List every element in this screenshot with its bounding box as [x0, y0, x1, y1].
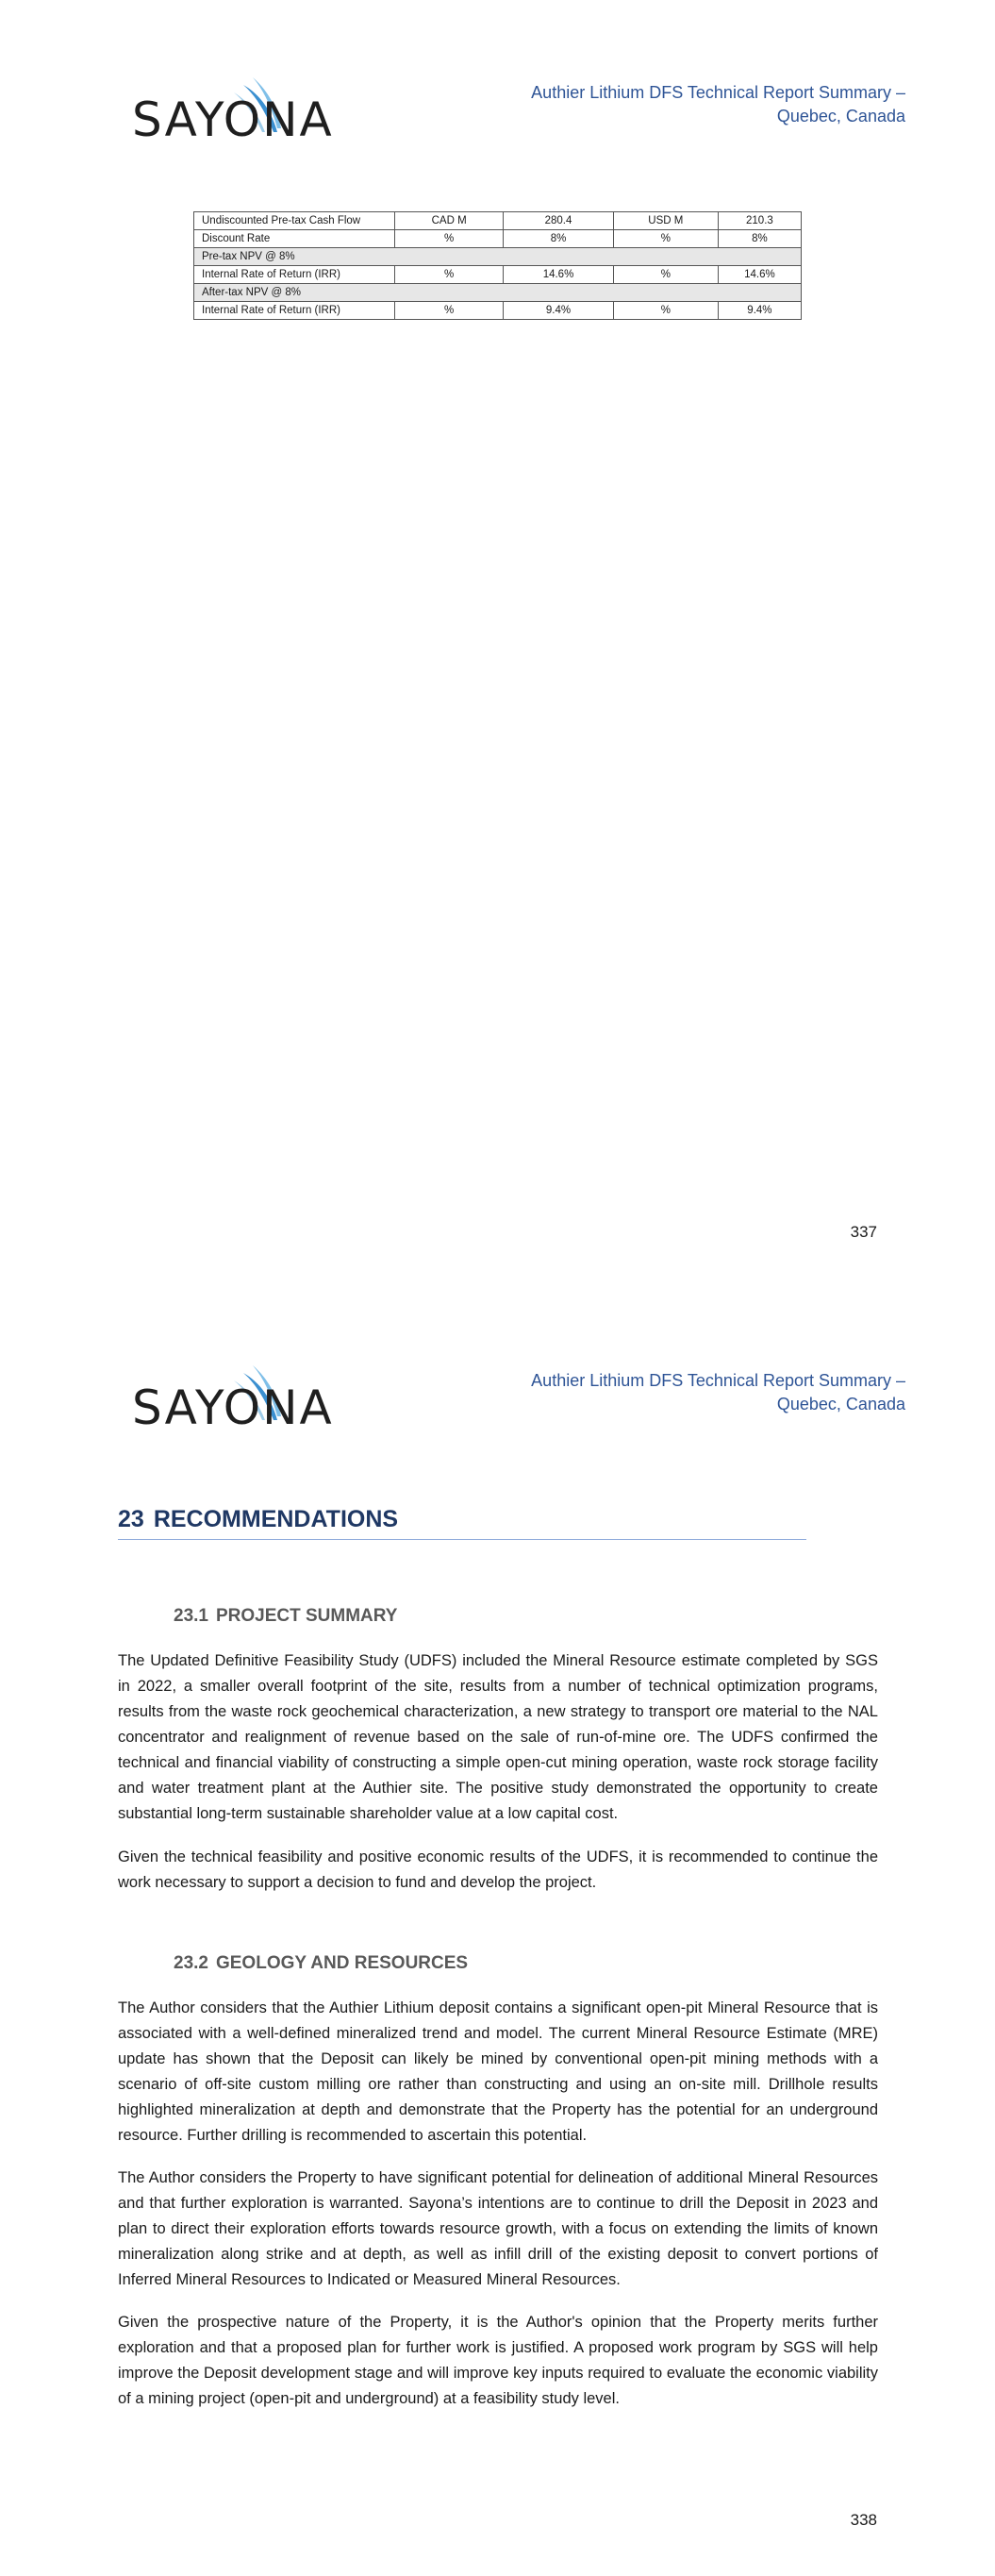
table-cell-value-usd: 14.6%	[718, 266, 801, 284]
page-number: 337	[850, 1223, 877, 1241]
section-title: RECOMMENDATIONS	[153, 1506, 399, 1532]
subsection-title: GEOLOGY AND RESOURCES	[215, 1953, 469, 1973]
table-cell-label: Internal Rate of Return (IRR)	[194, 302, 395, 320]
table-section-label: After-tax NPV @ 8%	[194, 284, 802, 302]
table-cell-value-cad: 14.6%	[504, 266, 614, 284]
table-cell-unit-usd: %	[613, 230, 718, 248]
table-row	[194, 230, 802, 248]
financial-summary-table	[193, 211, 802, 320]
paragraph: The Author considers the Property to have significant potential for delineation of additional Mineral Resources and that further exploration is warranted. Sayona’s intentions are to continue to drill the Deposit in 2023 and plan to direct their exploration efforts towards resource growth, with a focus on extending the limits of known mineralization along strike and at depth, as well as infill drill of the existing deposit to convert portions of Inferred Mineral Resources to Indicated or Measured Mineral Resources.	[118, 2169, 878, 2288]
section-number: 23	[118, 1506, 144, 1532]
paragraph: The Author considers that the Authier Lithium deposit contains a significant open-pit Mineral Resource that is associated with a well-defined mineralized trend and model. The current Mineral Resource Estimate (MRE) update has shown that the Deposit can likely be mined by conventional open-pit mining methods with a scenario of off-site custom milling ore rather than constructing and using an on-site mill. Drillhole results highlighted mineralization at depth and demonstrate that the Property has the potential for an underground resource. Further drilling is recommended to ascertain this potential.	[118, 1999, 878, 2144]
subsection-title: PROJECT SUMMARY	[215, 1606, 398, 1626]
table-cell-unit-cad: %	[395, 230, 504, 248]
table-section-label: Pre-tax NPV @ 8%	[194, 248, 802, 266]
page-number: 338	[850, 2511, 877, 2529]
report-title: Authier Lithium DFS Technical Report Summary – Quebec, Canada	[531, 1371, 905, 1413]
report-title: Authier Lithium DFS Technical Report Summary – Quebec, Canada	[531, 83, 905, 125]
sayona-logo	[132, 1363, 334, 1439]
table-cell-unit-cad: CAD M	[395, 212, 504, 230]
section-heading	[118, 1503, 806, 1540]
table-cell-value-usd: 9.4%	[718, 302, 801, 320]
table-cell-unit-cad: %	[395, 266, 504, 284]
table-cell-unit-usd: %	[613, 266, 718, 284]
logo-text: SAYONA	[132, 1380, 334, 1435]
table-row	[194, 302, 802, 320]
subsection-number: 23.1	[174, 1606, 208, 1626]
subsection-heading-geology	[174, 1951, 468, 1976]
subsection-heading-project-summary	[174, 1604, 397, 1629]
sayona-logo	[132, 75, 334, 151]
table-cell-unit-cad: %	[395, 302, 504, 320]
table-cell-value-usd: 210.3	[718, 212, 801, 230]
paragraph: Given the prospective nature of the Property, it is the Author's opinion that the Property merits further exploration and that a proposed plan for further work is justified. A proposed work program by SGS will help improve the Deposit development stage and will improve key inputs required to evaluate the economic viability of a mining project (open-pit and underground) at a feasibility study level.	[118, 2314, 878, 2407]
table-cell-label: Internal Rate of Return (IRR)	[194, 266, 395, 284]
table-cell-label: Undiscounted Pre-tax Cash Flow	[194, 212, 395, 230]
table-cell-value-cad: 280.4	[504, 212, 614, 230]
table-cell-value-cad: 9.4%	[504, 302, 614, 320]
table-cell-unit-usd: USD M	[613, 212, 718, 230]
logo-text: SAYONA	[132, 92, 334, 147]
table-cell-unit-usd: %	[613, 302, 718, 320]
table-section-row	[194, 248, 802, 266]
paragraph: Given the technical feasibility and positive economic results of the UDFS, it is recommended to continue the work necessary to support a decision to fund and develop the project.	[118, 1848, 878, 1891]
table-cell-value-cad: 8%	[504, 230, 614, 248]
table-cell-label: Discount Rate	[194, 230, 395, 248]
paragraph: The Updated Definitive Feasibility Study (UDFS) included the Mineral Resource estimate completed by SGS in 2022, a smaller overall footprint of the site, results from a number of technical optimization programs, results from the waste rock geochemical characterization, a new strategy to transport ore material to the NAL concentrator and realignment of revenue based on the sale of run-of-mine ore. The UDFS confirmed the technical and financial viability of constructing a simple open-cut mining operation, waste rock storage facility and water treatment plant at the Authier site. The positive study demonstrated the opportunity to create substantial long-term sustainable shareholder value at a low capital cost.	[118, 1652, 878, 1822]
table-row	[194, 212, 802, 230]
page-338	[0, 1288, 995, 2576]
subsection-number: 23.2	[174, 1953, 208, 1973]
table-row	[194, 266, 802, 284]
table-section-row	[194, 284, 802, 302]
table-cell-value-usd: 8%	[718, 230, 801, 248]
